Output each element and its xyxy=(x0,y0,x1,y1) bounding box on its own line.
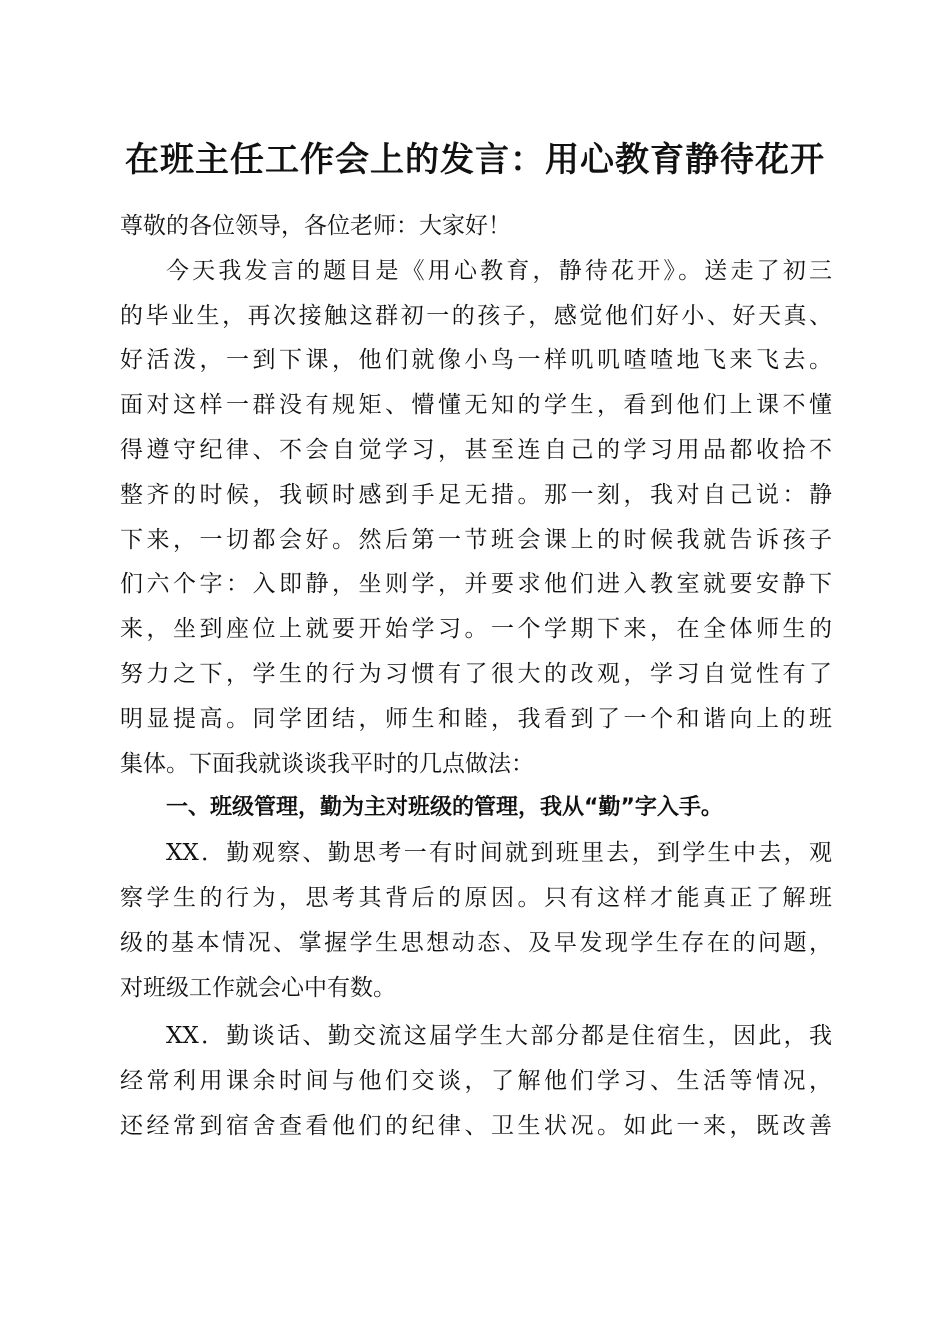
paragraph-line: 级的基本情况、掌握学生思想动态、及早发现学生存在的问题， xyxy=(120,929,832,956)
paragraph-line: 察学生的行为，思考其背后的原因。只有这样才能真正了解班 xyxy=(120,884,832,911)
paragraph-line: 整齐的时候，我顿时感到手足无措。那一刻，我对自己说：静 xyxy=(120,481,832,508)
document-title: 在班主任工作会上的发言：用心教育静待花开 xyxy=(125,140,825,180)
paragraph-line: 还经常到宿舍查看他们的纪律、卫生状况。如此一来，既改善 xyxy=(120,1112,832,1139)
paragraph-line: 得遵守纪律、不会自觉学习，甚至连自己的学习用品都收拾不 xyxy=(120,436,832,463)
paragraph-line: 经常利用课余时间与他们交谈，了解他们学习、生活等情况， xyxy=(120,1068,832,1095)
paragraph-line: 来，坐到座位上就要开始学习。一个学期下来，在全体师生的 xyxy=(120,616,832,643)
paragraph-line: 们六个字：入即静，坐则学，并要求他们进入教室就要安静下 xyxy=(120,571,832,598)
paragraph-line: 好活泼，一到下课，他们就像小鸟一样叽叽喳喳地飞来飞去。 xyxy=(120,347,832,374)
paragraph-line: 的毕业生，再次接触这群初一的孩子，感觉他们好小、好天真、 xyxy=(120,302,832,329)
greeting-line: 尊敬的各位领导，各位老师：大家好！ xyxy=(120,213,511,239)
paragraph-line: XX．勤谈话、勤交流这届学生大部分都是住宿生，因此，我 xyxy=(166,1023,832,1050)
paragraph-line: 面对这样一群没有规矩、懵懂无知的学生，看到他们上课不懂 xyxy=(120,392,832,419)
section-heading: 一、班级管理，勤为主对班级的管理，我从“勤”字入手。 xyxy=(166,795,723,821)
paragraph-line: 明显提高。同学团结，师生和睦，我看到了一个和谐向上的班 xyxy=(120,705,832,732)
document-body xyxy=(120,204,832,1149)
paragraph-line: 今天我发言的题目是《用心教育，静待花开》。送走了初三 xyxy=(166,257,832,284)
paragraph-3 xyxy=(120,1014,832,1148)
paragraph-2 xyxy=(120,831,832,1010)
paragraph-line: 集体。下面我就谈谈我平时的几点做法： xyxy=(120,750,534,777)
paragraph-1 xyxy=(120,249,832,787)
paragraph-line: XX．勤观察、勤思考一有时间就到班里去，到学生中去，观 xyxy=(166,840,832,867)
paragraph-line: 下来，一切都会好。然后第一节班会课上的时候我就告诉孩子 xyxy=(120,526,832,553)
paragraph-line: 对班级工作就会心中有数。 xyxy=(120,974,396,1001)
paragraph-line: 努力之下，学生的行为习惯有了很大的改观，学习自觉性有了 xyxy=(120,660,832,687)
